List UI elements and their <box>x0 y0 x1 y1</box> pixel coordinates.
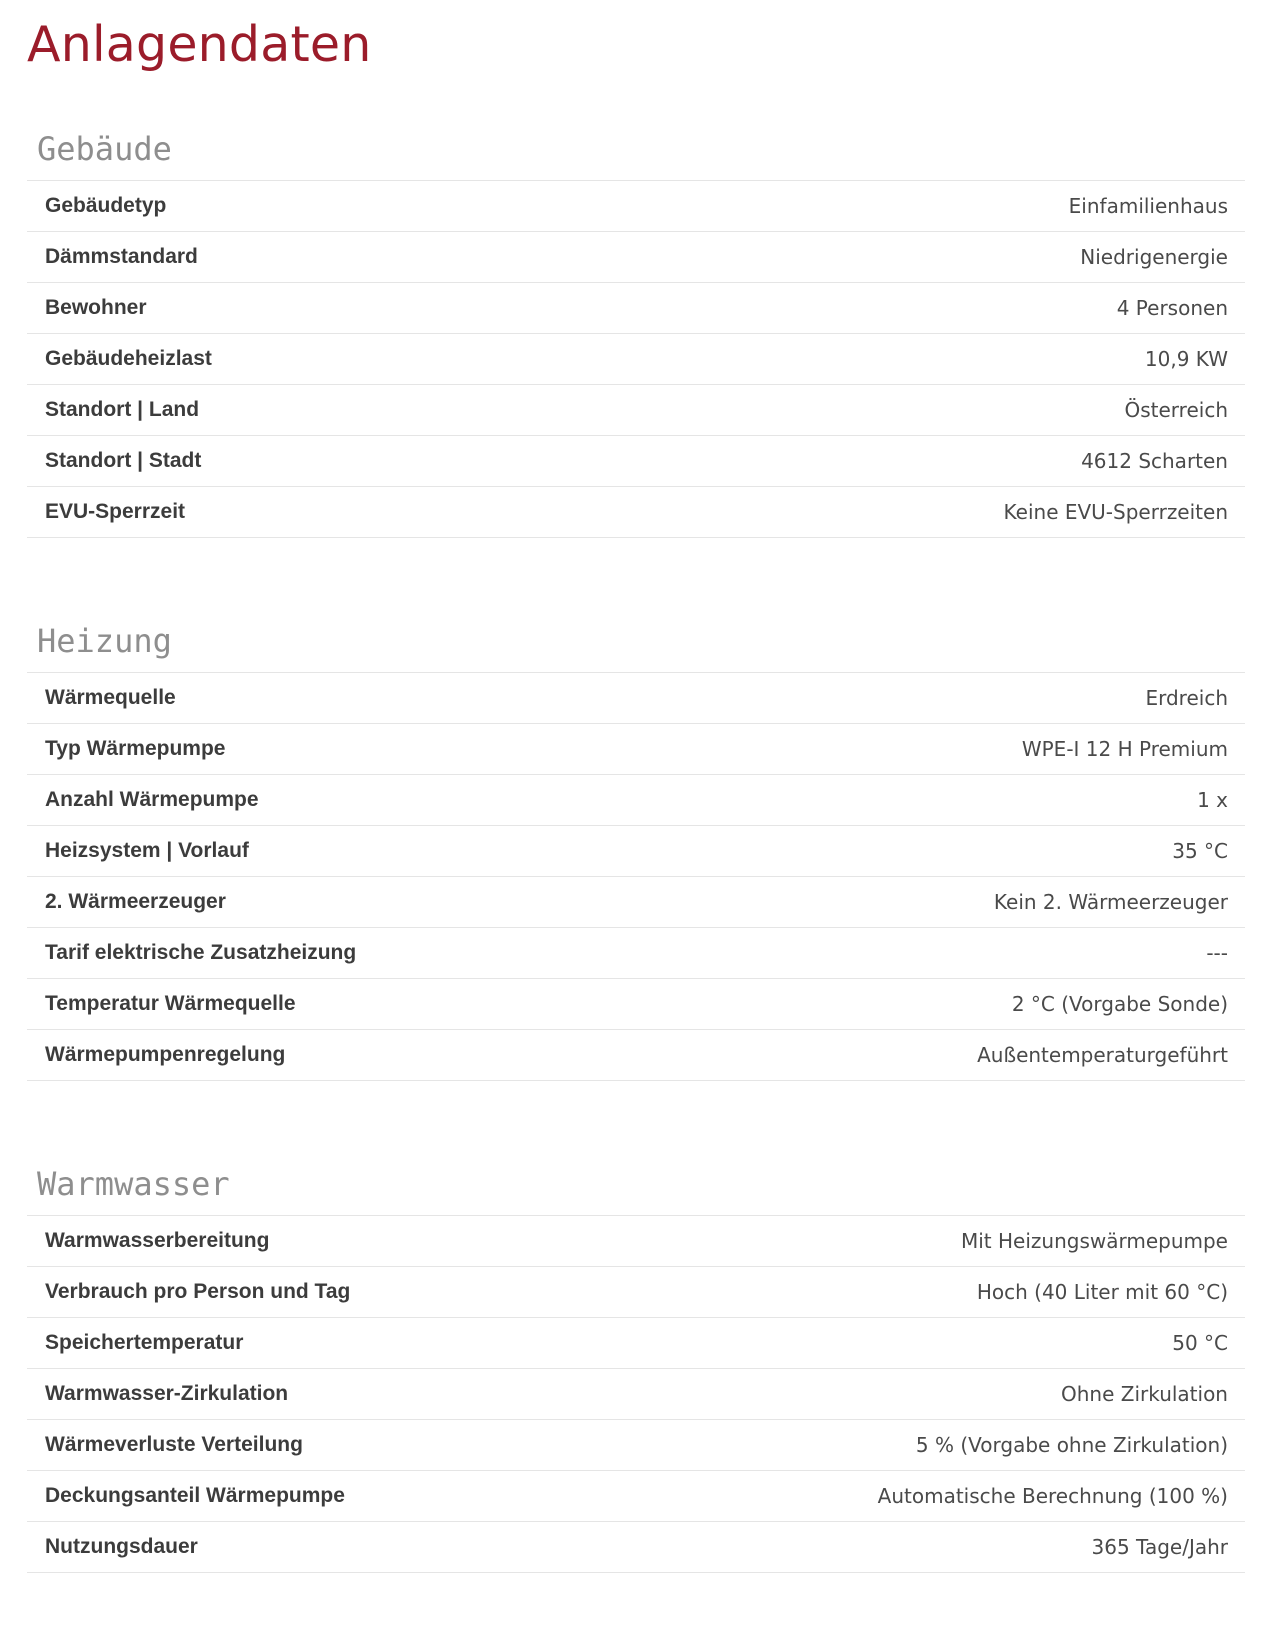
row-label: Deckungsanteil Wärmepumpe <box>45 1484 345 1507</box>
table-row <box>27 283 1245 334</box>
row-value: WPE-I 12 H Premium <box>1021 737 1228 761</box>
section-heizung <box>27 610 1245 1081</box>
row-value: Ohne Zirkulation <box>1060 1382 1228 1406</box>
row-label: Gebäudeheizlast <box>45 347 212 370</box>
row-value: 4 Personen <box>1116 296 1228 320</box>
row-value: Niedrigenergie <box>1080 245 1228 269</box>
row-label: Anzahl Wärmepumpe <box>45 788 259 811</box>
row-value: Österreich <box>1124 398 1228 422</box>
row-value: Keine EVU-Sperrzeiten <box>1003 500 1228 524</box>
table-row <box>27 1522 1245 1573</box>
row-label: Dämmstandard <box>45 245 198 268</box>
table-row <box>27 436 1245 487</box>
table-row <box>27 181 1245 232</box>
row-value: Außentemperaturgeführt <box>977 1043 1228 1067</box>
table-gebaeude <box>27 181 1245 538</box>
row-value: Erdreich <box>1145 686 1228 710</box>
row-label: EVU-Sperrzeit <box>45 500 186 523</box>
page-title: Anlagendaten <box>27 16 372 73</box>
row-label: 2. Wärmeerzeuger <box>45 890 226 913</box>
table-row <box>27 724 1245 775</box>
table-heizung <box>27 673 1245 1081</box>
row-value: --- <box>1206 941 1228 965</box>
row-value: Einfamilienhaus <box>1068 194 1228 218</box>
row-label: Standort | Stadt <box>45 449 202 472</box>
section-title-heizung: Heizung <box>27 610 1245 673</box>
row-label: Warmwasserbereitung <box>45 1229 270 1252</box>
row-value: 10,9 KW <box>1144 347 1228 371</box>
table-warmwasser <box>27 1216 1245 1573</box>
table-row <box>27 928 1245 979</box>
table-row <box>27 1369 1245 1420</box>
row-label: Tarif elektrische Zusatzheizung <box>45 941 357 964</box>
table-row <box>27 826 1245 877</box>
row-value: 4612 Scharten <box>1081 449 1228 473</box>
row-value: 35 °C <box>1172 839 1228 863</box>
row-label: Temperatur Wärmequelle <box>45 992 296 1015</box>
row-label: Gebäudetyp <box>45 194 167 217</box>
row-label: Typ Wärmepumpe <box>45 737 226 760</box>
row-value: Hoch (40 Liter mit 60 °C) <box>976 1280 1228 1304</box>
table-row <box>27 1267 1245 1318</box>
row-label: Wärmeverluste Verteilung <box>45 1433 303 1456</box>
table-row <box>27 1318 1245 1369</box>
row-value: 2 °C (Vorgabe Sonde) <box>1011 992 1228 1016</box>
table-row <box>27 334 1245 385</box>
section-warmwasser <box>27 1153 1245 1573</box>
row-value: 5 % (Vorgabe ohne Zirkulation) <box>915 1433 1228 1457</box>
row-value: 1 x <box>1197 788 1228 812</box>
table-row <box>27 877 1245 928</box>
row-value: Kein 2. Wärmeerzeuger <box>993 890 1228 914</box>
table-row <box>27 385 1245 436</box>
table-row <box>27 1471 1245 1522</box>
row-label: Bewohner <box>45 296 147 319</box>
row-value: 50 °C <box>1172 1331 1228 1355</box>
table-row <box>27 673 1245 724</box>
row-label: Speichertemperatur <box>45 1331 244 1354</box>
row-value: Mit Heizungswärmepumpe <box>960 1229 1228 1253</box>
row-label: Wärmequelle <box>45 686 176 709</box>
row-label: Standort | Land <box>45 398 200 421</box>
row-label: Heizsystem | Vorlauf <box>45 839 249 862</box>
row-value: 365 Tage/Jahr <box>1091 1535 1228 1559</box>
row-label: Wärmepumpenregelung <box>45 1043 286 1066</box>
table-row <box>27 1420 1245 1471</box>
table-row <box>27 1030 1245 1081</box>
table-row <box>27 487 1245 538</box>
table-row <box>27 1216 1245 1267</box>
section-gebaeude <box>27 118 1245 538</box>
row-label: Warmwasser-Zirkulation <box>45 1382 289 1405</box>
table-row <box>27 979 1245 1030</box>
row-label: Verbrauch pro Person und Tag <box>45 1280 351 1303</box>
section-title-gebaeude: Gebäude <box>27 118 1245 181</box>
row-label: Nutzungsdauer <box>45 1535 198 1558</box>
table-row <box>27 232 1245 283</box>
row-value: Automatische Berechnung (100 %) <box>877 1484 1228 1508</box>
section-title-warmwasser: Warmwasser <box>27 1153 1245 1216</box>
table-row <box>27 775 1245 826</box>
